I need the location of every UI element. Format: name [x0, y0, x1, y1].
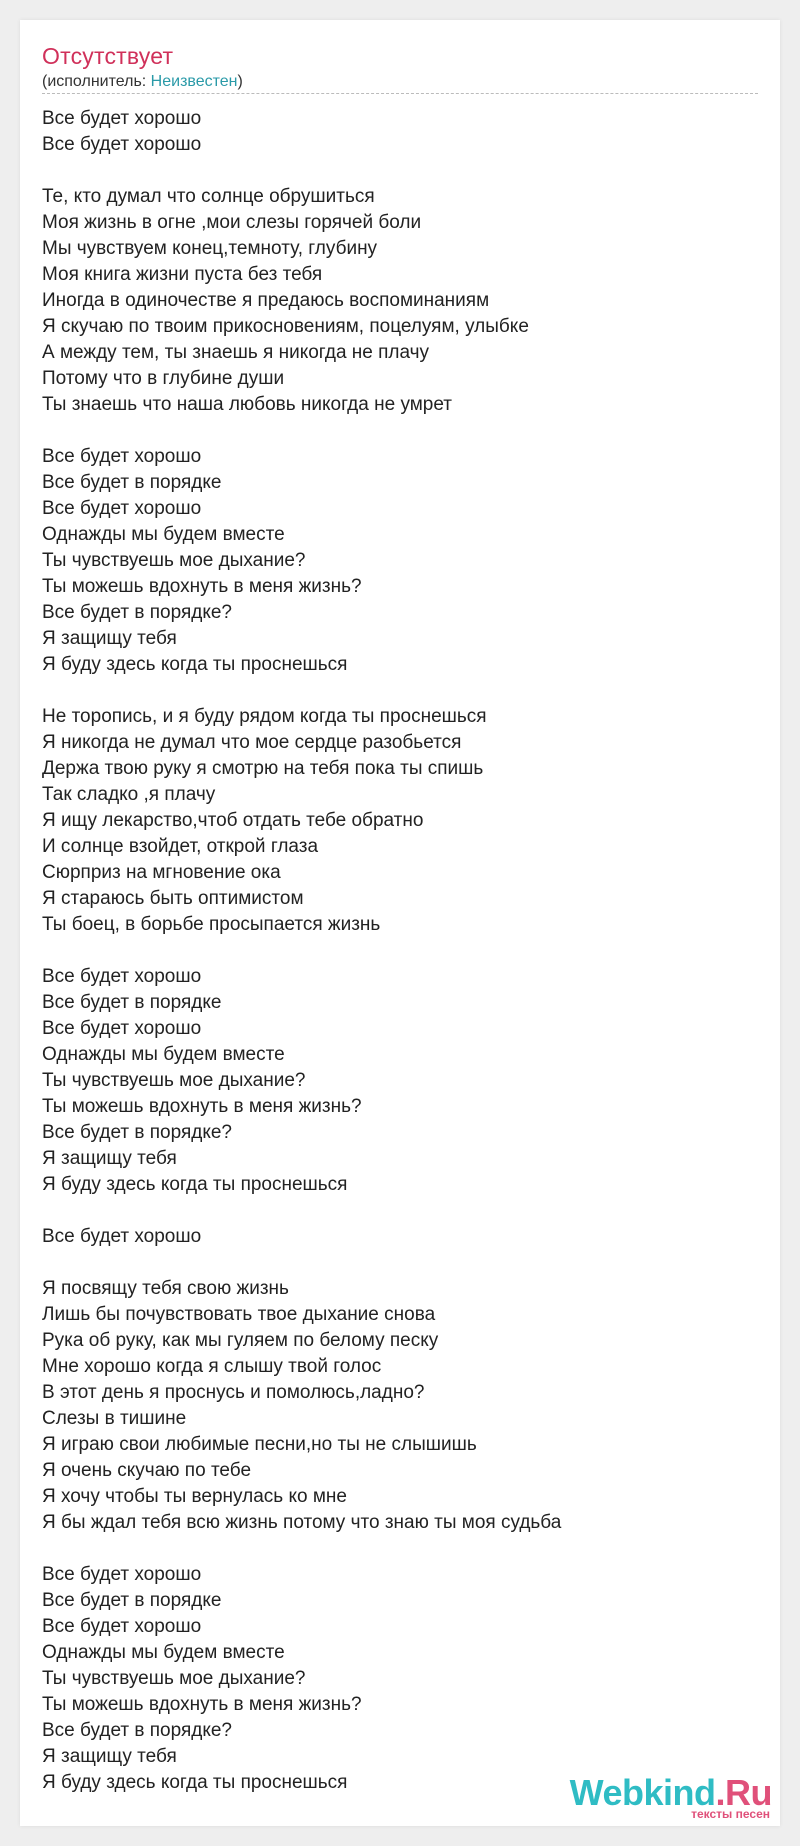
lyric-blank-line: [42, 1198, 762, 1224]
lyric-line: Я ищу лекарство,чтоб отдать тебе обратно: [42, 810, 424, 831]
lyric-line: Все будет в порядке?: [42, 1720, 232, 1741]
lyric-line: Те, кто думал что солнце обрушиться: [42, 186, 375, 207]
lyric-line: Все будет хорошо: [42, 1616, 202, 1637]
lyric-line: В этот день я проснусь и помолюсь,ладно?: [42, 1382, 425, 1403]
lyric-line: Так сладко ,я плачу: [42, 784, 216, 805]
lyric-line: Однажды мы будем вместе: [42, 524, 285, 545]
lyric-line: Все будет хорошо: [42, 1564, 202, 1585]
lyric-line: Ты можешь вдохнуть в меня жизнь?: [42, 1694, 362, 1715]
lyric-line: Я бы ждал тебя всю жизнь потому что знаю ты моя судьба: [42, 1512, 562, 1533]
lyric-line: Моя книга жизни пуста без тебя: [42, 264, 323, 285]
lyric-line: Я играю свои любимые песни,но ты не слышишь: [42, 1434, 477, 1455]
lyric-line: Иногда в одиночестве я предаюсь воспоминаниям: [42, 290, 490, 311]
lyric-line: Рука об руку, как мы гуляем по белому песку: [42, 1330, 439, 1351]
lyric-line: Все будет хорошо: [42, 1018, 202, 1039]
lyric-line: Я защищу тебя: [42, 628, 177, 649]
artist-prefix: (исполнитель:: [42, 73, 151, 90]
lyric-line: Все будет в порядке?: [42, 1122, 232, 1143]
lyric-blank-line: [42, 418, 762, 444]
lyric-line: Все будет в порядке: [42, 992, 222, 1013]
lyric-line: Сюрприз на мгновение ока: [42, 862, 281, 883]
lyric-line: Ты чувствуешь мое дыхание?: [42, 550, 306, 571]
lyric-line: Все будет хорошо: [42, 1226, 202, 1247]
lyric-blank-line: [42, 938, 762, 964]
artist-link[interactable]: Неизвестен: [150, 73, 238, 90]
title-divider: [42, 93, 758, 94]
lyric-line: Я очень скучаю по тебе: [42, 1460, 252, 1481]
lyric-line: Я буду здесь когда ты проснешься: [42, 1174, 348, 1195]
lyric-line: Не торопись, и я буду рядом когда ты проснешься: [42, 706, 487, 727]
lyric-line: Все будет в порядке: [42, 472, 222, 493]
lyric-line: Все будет хорошо: [42, 966, 202, 987]
lyric-blank-line: [42, 1250, 762, 1276]
lyric-line: Все будет хорошо: [42, 134, 202, 155]
lyric-line: И солнце взойдет, открой глаза: [42, 836, 319, 857]
artist-line: [42, 72, 243, 92]
artist-suffix: ): [237, 73, 243, 90]
logo-tld-text: .Ru: [715, 1772, 772, 1813]
lyric-line: А между тем, ты знаешь я никогда не плачу: [42, 342, 430, 363]
lyric-line: Все будет в порядке: [42, 1590, 222, 1611]
lyric-line: Потому что в глубине души: [42, 368, 285, 389]
lyric-line: Ты чувствуешь мое дыхание?: [42, 1668, 306, 1689]
webkind-logo[interactable]: [570, 1774, 772, 1820]
lyric-line: Держа твою руку я смотрю на тебя пока ты спишь: [42, 758, 484, 779]
lyric-line: Однажды мы будем вместе: [42, 1642, 285, 1663]
lyric-blank-line: [42, 678, 762, 704]
lyric-line: Я буду здесь когда ты проснешься: [42, 1772, 348, 1793]
lyric-line: Все будет в порядке?: [42, 602, 232, 623]
lyrics-body: [42, 106, 762, 1796]
lyric-line: Лишь бы почувствовать твое дыхание снова: [42, 1304, 436, 1325]
lyric-line: Я скучаю по твоим прикосновениям, поцелуям, улыбке: [42, 316, 529, 337]
lyric-line: Я никогда не думал что мое сердце разобьется: [42, 732, 462, 753]
lyric-line: Я буду здесь когда ты проснешься: [42, 654, 348, 675]
lyric-line: Ты боец, в борьбе просыпается жизнь: [42, 914, 381, 935]
lyric-line: Все будет хорошо: [42, 446, 202, 467]
logo-tagline: тексты песен: [691, 1807, 770, 1821]
lyric-line: Мне хорошо когда я слышу твой голос: [42, 1356, 382, 1377]
lyric-line: Я стараюсь быть оптимистом: [42, 888, 304, 909]
lyric-line: Слезы в тишине: [42, 1408, 187, 1429]
lyric-line: Ты можешь вдохнуть в меня жизнь?: [42, 576, 362, 597]
lyric-line: Однажды мы будем вместе: [42, 1044, 285, 1065]
lyric-line: Все будет хорошо: [42, 498, 202, 519]
lyric-line: Моя жизнь в огне ,мои слезы горячей боли: [42, 212, 422, 233]
lyric-blank-line: [42, 158, 762, 184]
lyric-line: Я защищу тебя: [42, 1148, 177, 1169]
lyric-line: Мы чувствуем конец,темноту, глубину: [42, 238, 378, 259]
lyric-line: Ты можешь вдохнуть в меня жизнь?: [42, 1096, 362, 1117]
lyric-line: Ты чувствуешь мое дыхание?: [42, 1070, 306, 1091]
lyric-line: Я защищу тебя: [42, 1746, 177, 1767]
logo-main-text: Webkind: [569, 1772, 716, 1813]
lyric-line: Я хочу чтобы ты вернулась ко мне: [42, 1486, 347, 1507]
lyric-line: Ты знаешь что наша любовь никогда не умрет: [42, 394, 453, 415]
lyric-line: Я посвящу тебя свою жизнь: [42, 1278, 289, 1299]
lyric-blank-line: [42, 1536, 762, 1562]
lyric-line: Все будет хорошо: [42, 108, 202, 129]
song-title: Отсутствует: [42, 43, 174, 69]
